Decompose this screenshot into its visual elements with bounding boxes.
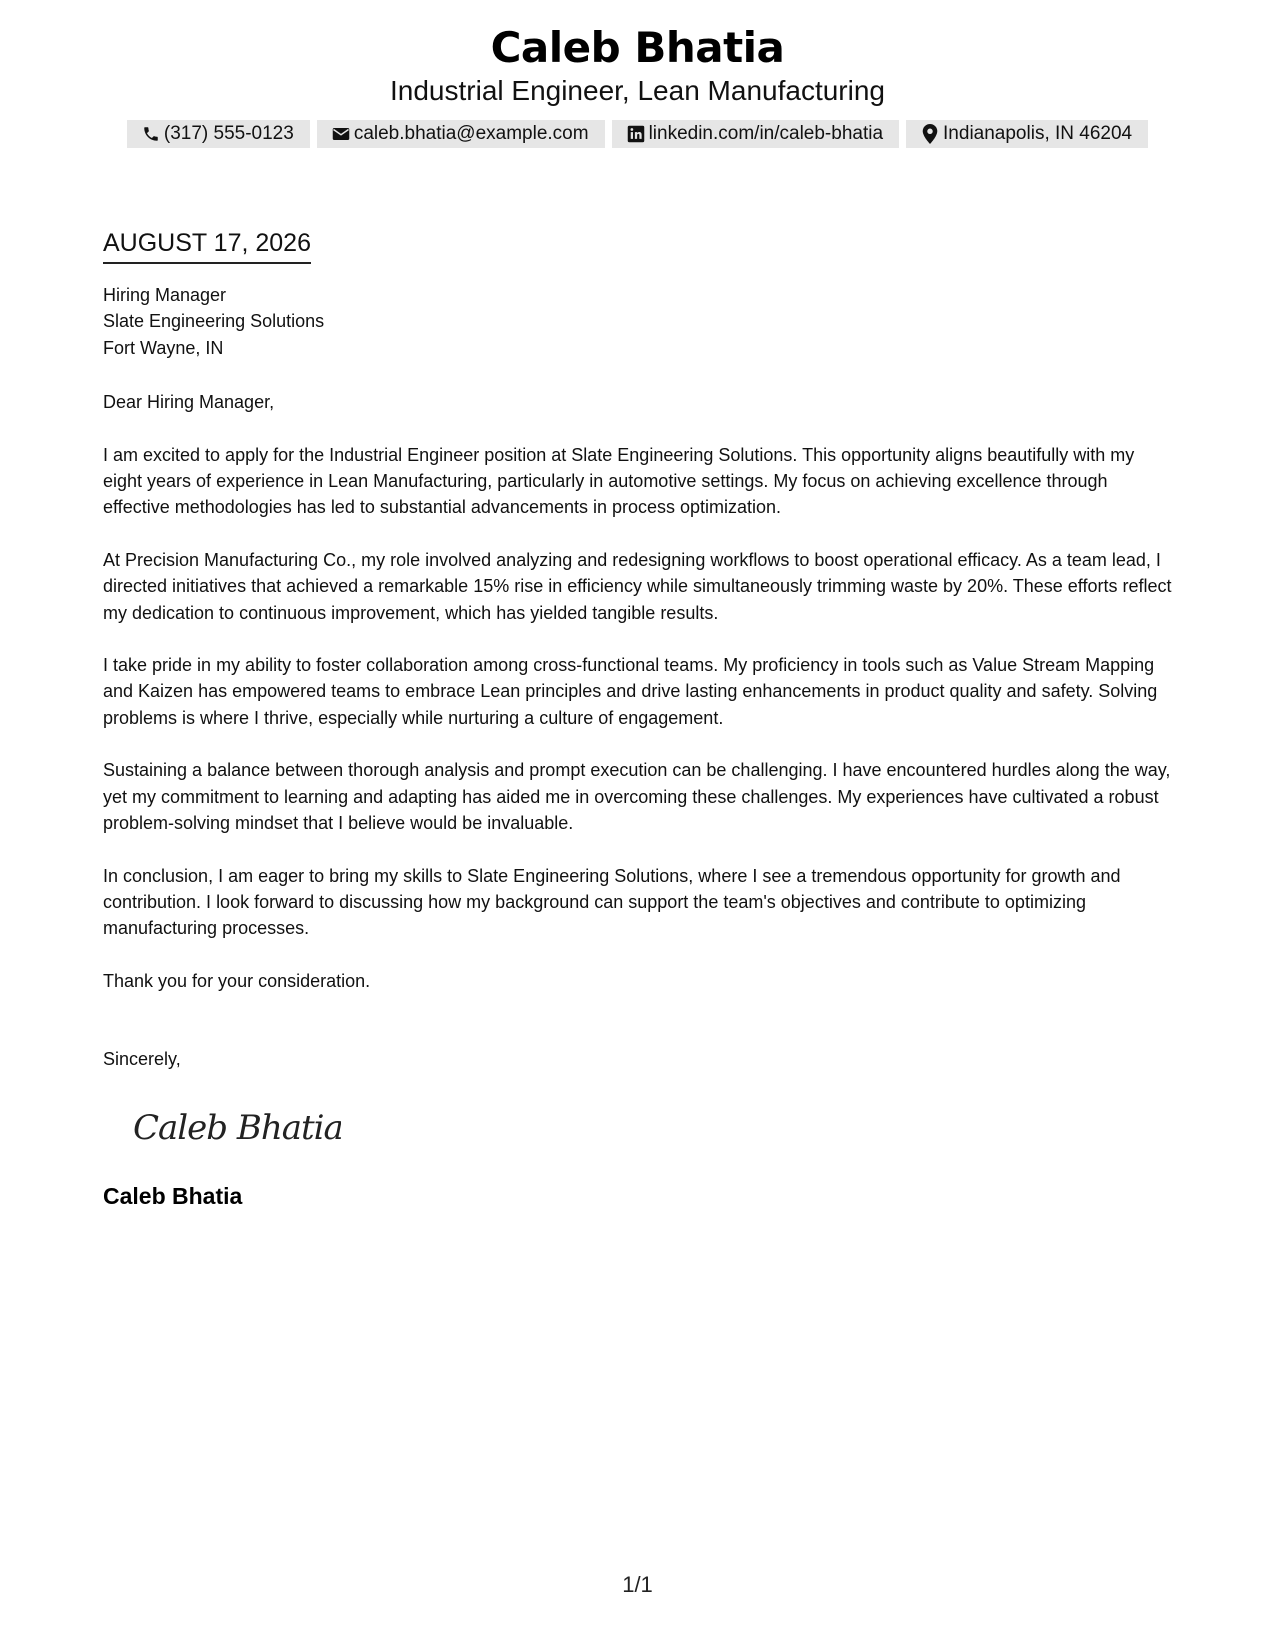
phone-icon <box>141 124 161 144</box>
salutation: Dear Hiring Manager, <box>103 392 275 413</box>
contact-linkedin-text: linkedin.com/in/caleb-bhatia <box>648 123 884 144</box>
letter-header <box>0 22 1275 148</box>
linkedin-icon <box>626 124 646 144</box>
body-paragraph: I am excited to apply for the Industrial Engineer position at Slate Engineering Solutions. This opportunity aligns beautifully with my eight years of experience in Lean Manufacturing, particularly in automotive settings. My focus on achieving excellence through effective methodologies has led to substantial advancements in process optimization. <box>103 444 1135 518</box>
signature-glyphs: Caleb Bhatia <box>133 1107 341 1148</box>
contact-phone[interactable] <box>127 120 310 148</box>
handwritten-signature <box>131 1101 341 1153</box>
contact-email[interactable] <box>317 120 605 148</box>
envelope-icon <box>331 124 351 144</box>
contact-linkedin[interactable] <box>612 120 899 148</box>
contact-email-text: caleb.bhatia@example.com <box>353 123 589 144</box>
contact-location[interactable] <box>906 120 1148 148</box>
body-paragraph: Sustaining a balance between thorough analysis and prompt execution can be challenging. I have encountered hurdles along the way, yet my commitment to learning and adapting has aided me in overcoming these challenges. My experiences have cultivated a robust problem-solving mindset that I believe would be invaluable. <box>103 760 1171 834</box>
signer-name: Caleb Bhatia <box>103 1182 243 1209</box>
contact-location-text: Indianapolis, IN 46204 <box>943 123 1133 144</box>
closing-line: Sincerely, <box>103 1049 181 1070</box>
body-paragraph: I take pride in my ability to foster collaboration among cross-functional teams. My proficiency in tools such as Value Stream Mapping and Kaizen has empowered teams to embrace Lean principles and drive lasting enhancements in product quality and safety. Solving problems is where I thrive, especially while nurturing a culture of engagement. <box>103 655 1158 728</box>
recipient-line: Fort Wayne, IN <box>103 337 224 358</box>
body-paragraph: In conclusion, I am eager to bring my skills to Slate Engineering Solutions, where I see a tremendous opportunity for growth and contribution. I look forward to discussing how my background can support the team's objectives and contribute to optimizing manufacturing processes. <box>103 865 1121 939</box>
recipient-line: Hiring Manager <box>103 285 227 305</box>
contact-bar <box>0 120 1275 148</box>
applicant-name: Caleb Bhatia <box>490 23 785 72</box>
recipient-block <box>103 282 1178 361</box>
page-number: 1/1 <box>622 1572 653 1597</box>
map-pin-icon <box>920 124 940 144</box>
recipient-line: Slate Engineering Solutions <box>103 311 325 332</box>
contact-phone-text: (317) 555-0123 <box>163 123 294 144</box>
applicant-headline: Industrial Engineer, Lean Manufacturing <box>390 75 885 106</box>
letter-body <box>103 226 1178 1210</box>
letter-date: AUGUST 17, 2026 <box>103 226 311 264</box>
thank-you-line: Thank you for your consideration. <box>103 970 371 991</box>
body-paragraph: At Precision Manufacturing Co., my role involved analyzing and redesigning workflows to boost operational efficacy. As a team lead, I directed initiatives that achieved a remarkable 15% rise in efficiency while simultaneously trimming waste by 20%. These efforts reflect my dedication to continuous improvement, which has yielded tangible results. <box>103 549 1172 623</box>
